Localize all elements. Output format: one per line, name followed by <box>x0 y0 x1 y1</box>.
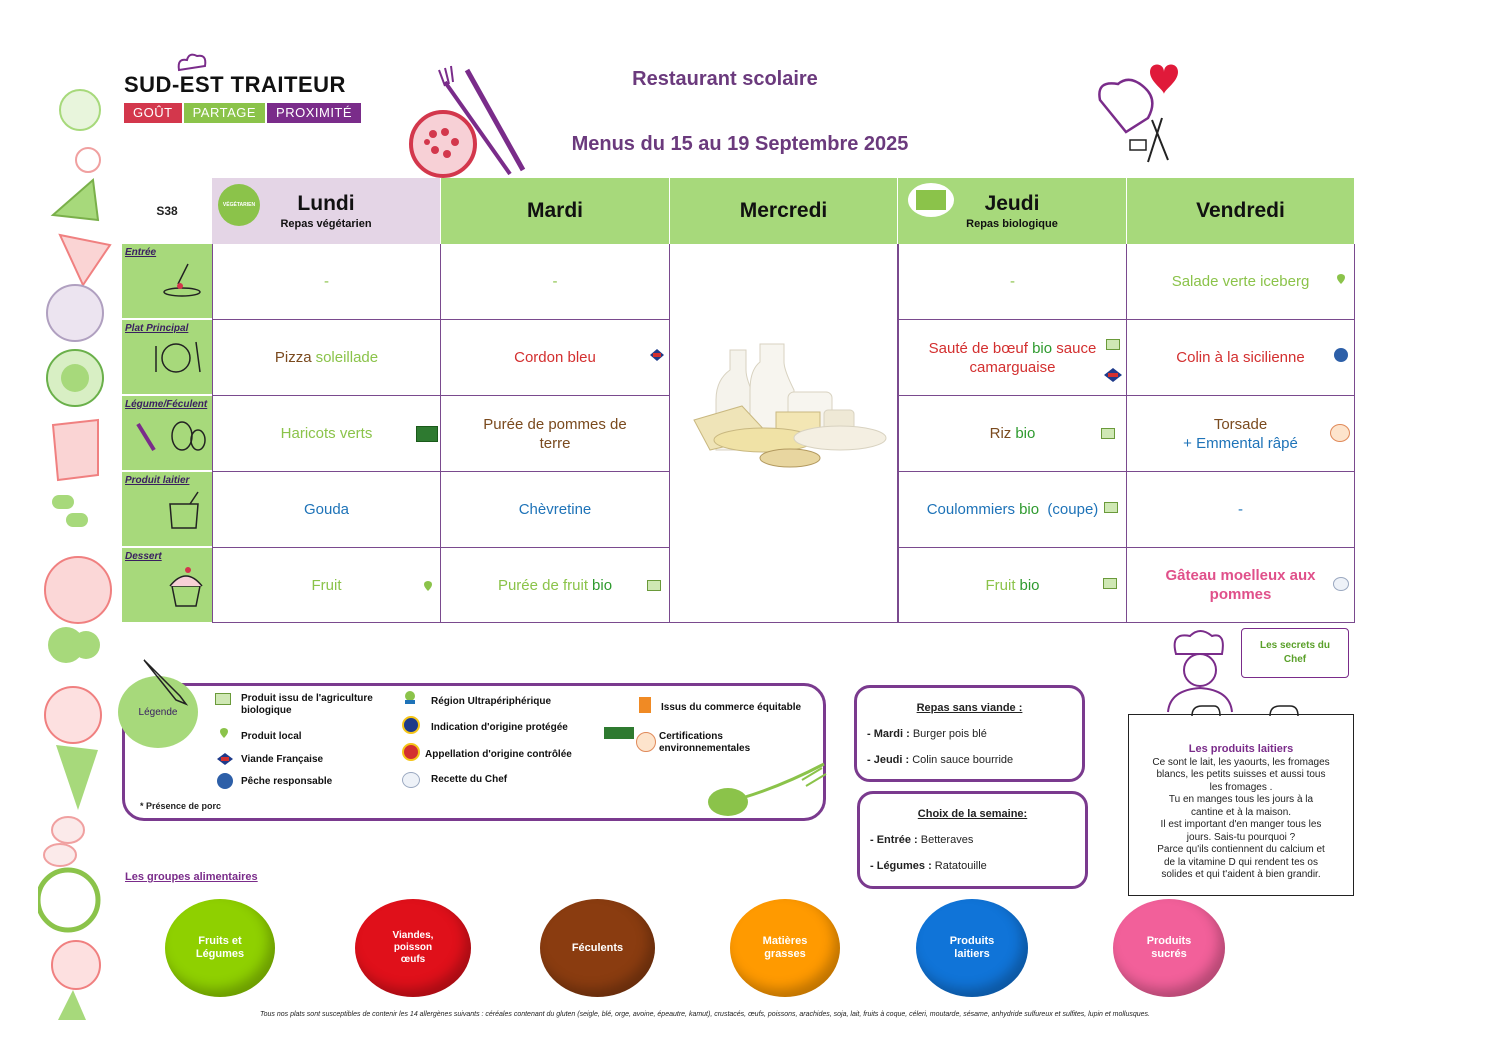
local-product-icon <box>1335 273 1347 285</box>
weekly-choice-value: Ratatouille <box>931 860 987 872</box>
vegetarian-badge-label: VÉGÉTARIEN <box>222 202 256 208</box>
menu-vendredi-entree: Salade verte iceberg <box>1127 244 1355 320</box>
chef-secrets-line: solides et qui t'aident à bien grandir. <box>1161 869 1321 880</box>
dish-part: + Emmental râpé <box>1183 434 1298 452</box>
organic-leaf-icon <box>1106 339 1120 350</box>
dish-part: Torsade <box>1213 415 1268 433</box>
eu-organic-badge-icon <box>908 183 954 217</box>
dish-part-local: soleillade <box>315 349 379 366</box>
food-group-label: Matières <box>762 935 808 947</box>
food-group-label: œufs <box>400 954 426 965</box>
meatless-day: - Jeudi : <box>867 754 910 766</box>
logo-tags <box>124 103 363 123</box>
legend-item-rup: Région Ultrapériphérique <box>431 696 552 707</box>
dish-part-bio: bio <box>1019 501 1040 518</box>
cupcake-icon <box>166 560 206 610</box>
food-group-viandes <box>355 899 471 997</box>
responsible-fishing-icon <box>1334 348 1348 362</box>
category-dessert <box>122 548 212 623</box>
food-groups-title: Les groupes alimentaires <box>125 871 258 883</box>
menu-lundi-legume: Haricots verts <box>212 396 441 472</box>
day-name: Vendredi <box>1196 199 1285 222</box>
food-group-label: sucrés <box>1151 948 1187 960</box>
meatless-day: - Mardi : <box>867 728 910 740</box>
dish-part-bio: bio <box>1019 576 1040 594</box>
food-group-label: Produits <box>949 935 995 947</box>
chef-recipe-icon <box>1333 577 1349 591</box>
category-plat-principal <box>122 320 212 395</box>
local-product-icon <box>218 727 230 739</box>
dish-part: Purée de fruit <box>497 576 589 594</box>
dish-part: Fruit <box>985 576 1016 594</box>
starter-plate-icon <box>160 258 206 300</box>
food-group-label: Féculents <box>571 941 624 954</box>
pork-notice: * Présence de porc <box>140 801 222 811</box>
chef-recipe-icon <box>402 772 420 788</box>
menu-vendredi-dessert: Gâteau moelleux aux pommes <box>1127 548 1355 623</box>
week-number: S38 <box>156 204 178 218</box>
chef-secrets-line: cantine et à la maison. <box>1190 806 1292 818</box>
food-group-label: Produits <box>1146 935 1192 947</box>
food-group-label: poisson <box>393 942 433 953</box>
vegetable-border-decoration <box>38 85 118 1030</box>
meatless-panel <box>854 685 1085 782</box>
food-group-produits-sucres <box>1113 899 1225 997</box>
chef-character-icon <box>1160 624 1250 714</box>
chef-secrets-line: les fromages . <box>1209 781 1273 793</box>
menu-mardi-entree: - <box>441 244 670 320</box>
menu-lundi-dessert: Fruit <box>212 548 441 623</box>
meatless-dish: Colin sauce bourride <box>909 754 1014 766</box>
vegetarian-badge-icon <box>218 184 260 226</box>
food-group-label: Viandes, <box>392 930 434 941</box>
day-subtitle: Repas végétarien <box>280 218 372 230</box>
menu-lundi-laitier: Gouda <box>212 472 441 548</box>
main-dish-icon <box>152 336 204 378</box>
dish-part: Riz <box>989 425 1012 442</box>
logo-tag-share: PARTAGE <box>184 103 265 123</box>
aoc-icon <box>402 743 420 761</box>
category-label: Entrée <box>125 247 157 258</box>
day-header-vendredi <box>1127 178 1355 244</box>
dish-part-bio: bio <box>1032 340 1053 357</box>
legend-item-french-meat: Viande Française <box>241 754 324 765</box>
chef-recipe-icon <box>1330 424 1350 442</box>
dish-part: Sauté de bœuf <box>928 340 1033 357</box>
organic-leaf-icon <box>1101 428 1115 439</box>
category-label: Produit laitier <box>125 475 190 486</box>
dairy-pot-icon <box>166 490 206 534</box>
menu-jeudi-plat <box>898 320 1127 396</box>
chef-secrets-line: blancs, les petits suisses et aussi tous <box>1156 769 1326 780</box>
environmental-cert-icon <box>636 732 656 752</box>
french-meat-icon <box>1102 366 1124 384</box>
legend-item-fishing: Pêche responsable <box>241 776 333 787</box>
meatless-line <box>867 754 1082 766</box>
logo-tag-taste: GOÛT <box>124 103 182 123</box>
weekly-choice-panel <box>857 791 1088 889</box>
chef-secrets-line: Ce sont le lait, les yaourts, les fromages <box>1152 756 1330 768</box>
organic-leaf-icon <box>1104 502 1118 513</box>
menu-mardi-plat: Cordon bleu <box>441 320 670 396</box>
meatless-dish: Burger pois blé <box>909 728 987 740</box>
category-produit-laitier <box>122 472 212 547</box>
day-subtitle: Repas biologique <box>966 218 1058 230</box>
weekly-choice-key: - Légumes : <box>870 860 932 872</box>
outermost-region-icon <box>402 690 418 706</box>
chef-secrets-line: Tu en manges tous les jours à la <box>1168 794 1314 805</box>
environmental-cert-icon <box>604 727 634 739</box>
chef-secrets-title: Les produits laitiers <box>1188 743 1294 755</box>
chef-hat-heart-icon <box>1090 60 1190 170</box>
chef-speech-bubble <box>1241 628 1349 678</box>
weekly-choice-value: Betteraves <box>917 834 974 846</box>
fair-trade-icon <box>639 697 651 713</box>
menu-jeudi-legume <box>898 396 1127 472</box>
dish-part: Pizza <box>274 349 312 366</box>
chef-hat-logo-icon <box>175 52 209 74</box>
page-title: Restaurant scolaire <box>632 68 818 90</box>
organic-leaf-icon <box>215 693 231 705</box>
menu-mardi-laitier: Chèvretine <box>441 472 670 548</box>
weekly-choice-key: - Entrée : <box>870 834 918 846</box>
responsible-fishing-icon <box>217 773 233 789</box>
meatless-line <box>867 728 1082 740</box>
food-group-produits-laitiers <box>916 899 1028 997</box>
meatless-title: Repas sans viande : <box>916 702 1023 714</box>
vegetables-icon <box>132 414 208 458</box>
day-name: Jeudi <box>984 192 1040 215</box>
igp-icon <box>402 716 420 734</box>
category-legume-feculent <box>122 396 212 471</box>
logo-tag-proximity: PROXIMITÉ <box>267 103 361 123</box>
chef-secrets-line: de la vitamine D qui rendent tes os <box>1164 856 1318 868</box>
chef-secrets-line: Parce qu'ils contiennent du calcium et <box>1157 844 1325 855</box>
food-group-fruits-legumes <box>165 899 275 997</box>
legend-item-local: Produit local <box>241 731 302 742</box>
day-header-mardi <box>441 178 670 244</box>
legend-item-chef-recipe: Recette du Chef <box>431 774 508 785</box>
food-group-label: Fruits et <box>198 935 242 947</box>
category-entree <box>122 244 212 319</box>
dish-part-bio: bio <box>1015 425 1036 442</box>
chef-bubble-text: Les secrets du Chef <box>1259 640 1331 665</box>
day-header-mercredi <box>670 178 898 244</box>
chef-secrets-board <box>1128 714 1354 896</box>
organic-leaf-icon <box>647 580 661 591</box>
menu-lundi-entree: - <box>212 244 441 320</box>
menu-period: Menus du 15 au 19 Septembre 2025 <box>571 133 909 155</box>
category-label: Légume/Féculent <box>125 399 208 410</box>
chef-secrets-line: jours. Sais-tu pourquoi ? <box>1186 831 1296 843</box>
menu-vendredi-laitier: - <box>1127 472 1355 548</box>
menu-jeudi-laitier <box>898 472 1127 548</box>
menu-jeudi-dessert <box>898 548 1127 623</box>
weekly-choice-line <box>870 860 1085 872</box>
dish-part-bio: bio <box>592 576 613 594</box>
allergens-notice: Tous nos plats sont susceptibles de contenir les 14 allergènes suivants : céréales contenant du gluten (seigle, blé, orge, avoine, épeautre, kamut), crustacés, œufs, poissons, arachides, soja, lait, fruits à coque, céleri, moutarde, sésame, anhydride sulfureux et sulfites, lupin et mollusques. <box>259 1011 1150 1018</box>
legend-item-bio: Produit issu de l'agriculture biologique <box>241 693 373 716</box>
menu-mardi-legume: Purée de pommes de terre <box>441 396 670 472</box>
chef-secrets-line: Il est important d'en manger tous les <box>1160 819 1322 830</box>
menu-jeudi-entree: - <box>898 244 1127 320</box>
dish-part: (coupe) <box>1039 501 1099 518</box>
legend-item-environment: Certifications environnementales <box>659 731 751 754</box>
food-group-label: Légumes <box>195 948 245 960</box>
dish-part: Coulommiers <box>926 501 1016 518</box>
pomegranate-cutlery-icon <box>405 62 535 182</box>
category-label: Dessert <box>125 551 162 562</box>
dish-part: sauce camarguaise <box>969 340 1097 376</box>
food-group-label: grasses <box>764 948 806 960</box>
day-name: Lundi <box>297 192 355 215</box>
menu-vendredi-legume <box>1127 396 1355 472</box>
weekly-choice-line <box>870 834 1085 846</box>
legend-item-igp: Indication d'origine protégée <box>431 722 568 733</box>
food-group-matieres-grasses <box>730 899 840 997</box>
organic-leaf-icon <box>1103 578 1117 589</box>
menu-mardi-dessert <box>441 548 670 623</box>
pen-icon <box>140 656 190 708</box>
legend-title: Légende <box>118 676 198 748</box>
fork-vegetable-icon <box>702 758 828 824</box>
menu-lundi-plat <box>212 320 441 396</box>
regional-label-icon <box>416 426 438 442</box>
dairy-products-image <box>680 340 892 470</box>
menu-vendredi-plat: Colin à la sicilienne <box>1127 320 1355 396</box>
legend-item-aoc: Appellation d'origine contrôlée <box>425 749 572 760</box>
french-meat-icon <box>215 751 235 767</box>
category-label: Plat Principal <box>125 323 189 334</box>
food-group-label: laitiers <box>954 948 990 960</box>
legend-item-fair-trade: Issus du commerce équitable <box>661 702 802 713</box>
weekly-choice-title: Choix de la semaine: <box>917 808 1028 820</box>
day-name: Mercredi <box>739 199 828 222</box>
logo-name: SUD-EST TRAITEUR <box>124 72 346 97</box>
food-group-feculents <box>540 899 655 997</box>
french-meat-icon <box>648 347 666 363</box>
day-name: Mardi <box>526 199 583 222</box>
local-product-icon <box>422 580 434 592</box>
